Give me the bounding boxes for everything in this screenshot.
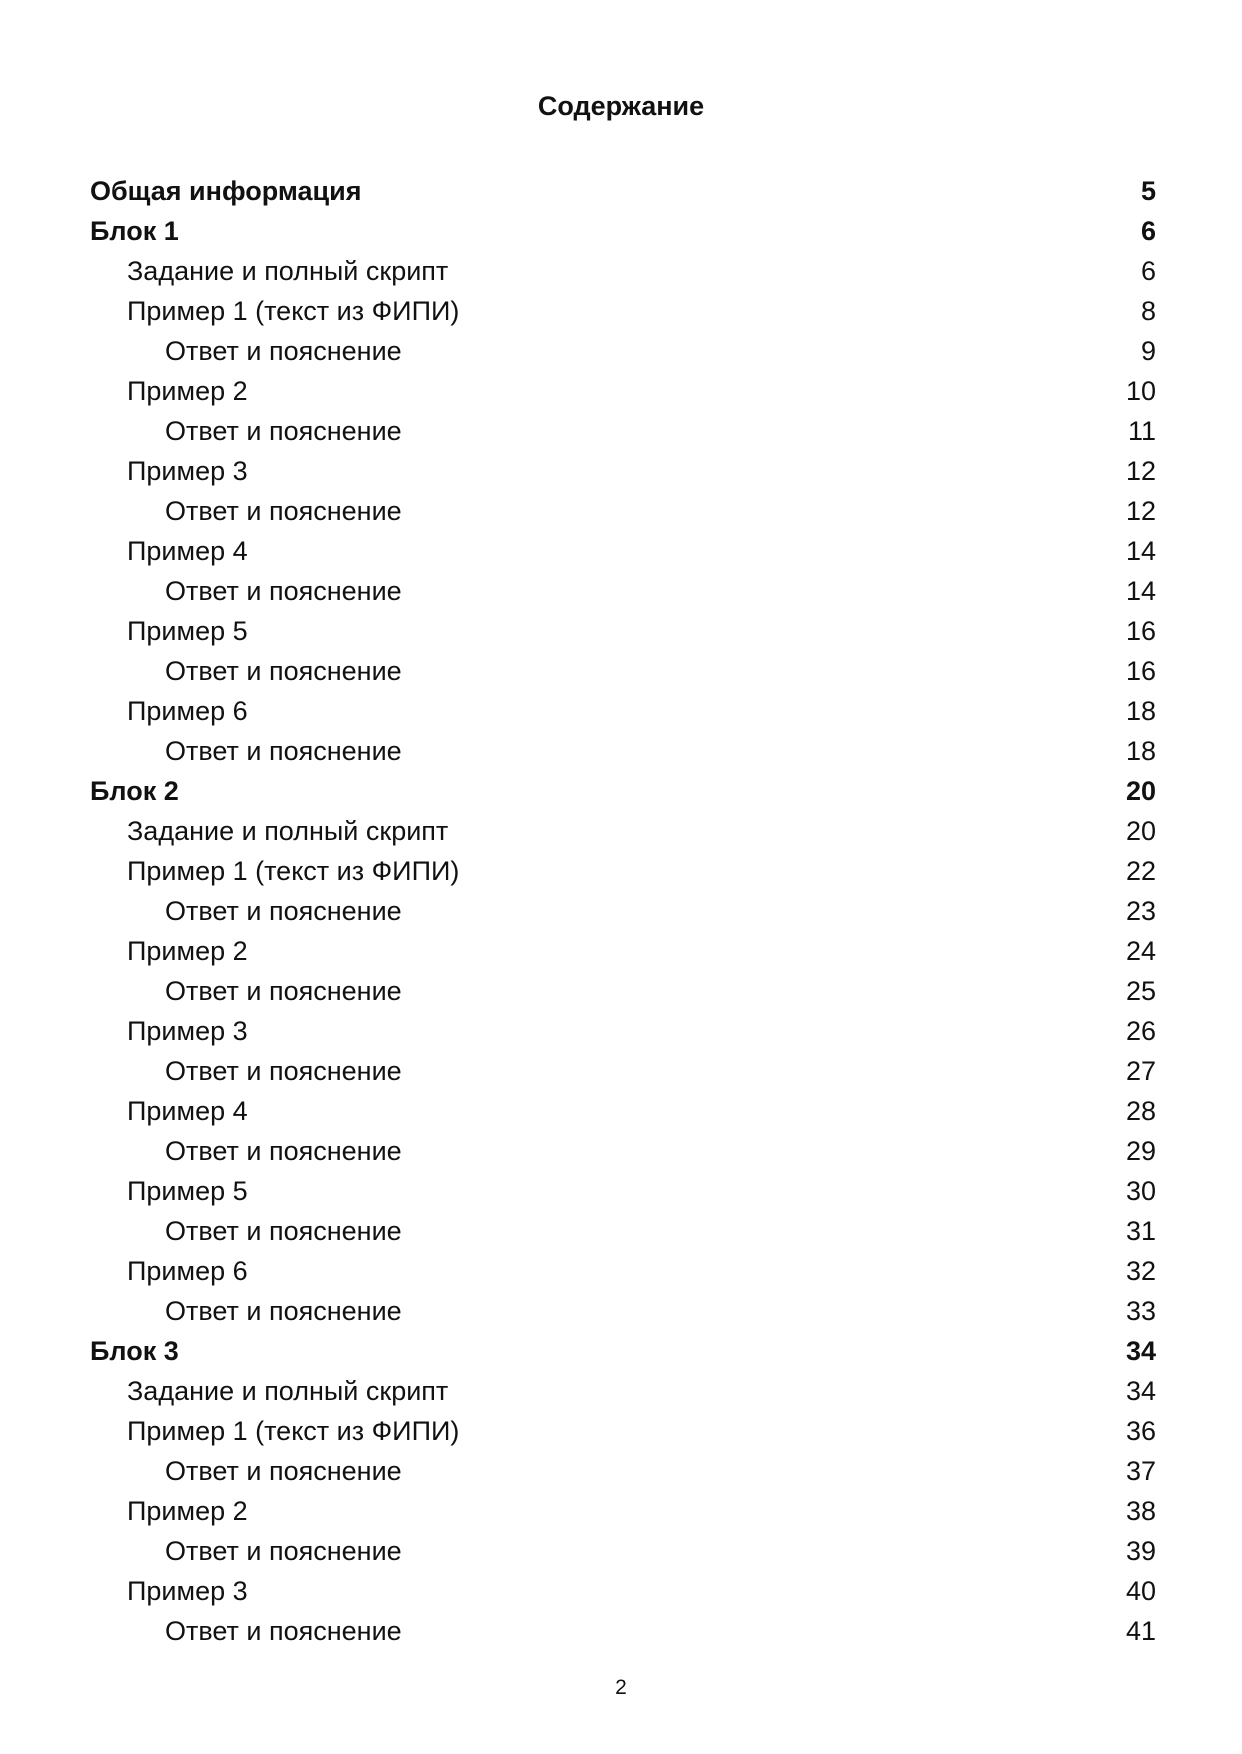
toc-entry-page: 8: [1140, 296, 1156, 326]
toc-entry-label: Пример 1 (текст из ФИПИ): [127, 1416, 460, 1446]
toc-entry-page: 20: [1125, 816, 1156, 846]
toc-entry-label: Блок 3: [90, 1336, 179, 1366]
toc-entry[interactable]: [0, 771, 1242, 811]
toc-entry[interactable]: [0, 1091, 1242, 1131]
toc-entry[interactable]: [0, 1411, 1242, 1451]
toc-entry[interactable]: [0, 971, 1242, 1011]
toc-entry[interactable]: [0, 611, 1242, 651]
toc-entry[interactable]: [0, 931, 1242, 971]
toc-entry[interactable]: [0, 331, 1242, 371]
toc-entry-label: Пример 1 (текст из ФИПИ): [127, 296, 460, 326]
toc-entry-page: 5: [1140, 176, 1156, 206]
toc-entry-label: Ответ и пояснение: [165, 336, 402, 366]
toc-entry-label: Блок 2: [90, 776, 179, 806]
toc-entry[interactable]: [0, 1451, 1242, 1491]
toc-entry-label: Ответ и пояснение: [165, 656, 402, 686]
toc-entry-page: 12: [1125, 496, 1156, 526]
toc-entry-page: 25: [1125, 976, 1156, 1006]
toc-entry-label: Пример 2: [127, 936, 248, 966]
toc-entry[interactable]: [0, 851, 1242, 891]
toc-entry[interactable]: [0, 171, 1242, 211]
toc-entry[interactable]: [0, 731, 1242, 771]
toc-entry[interactable]: [0, 1371, 1242, 1411]
toc-entry[interactable]: [0, 1331, 1242, 1371]
toc-entry-label: Ответ и пояснение: [165, 1056, 402, 1086]
toc-entry[interactable]: [0, 891, 1242, 931]
toc-entry[interactable]: [0, 411, 1242, 451]
toc-entry-page: 18: [1125, 696, 1156, 726]
toc-entry-label: Пример 3: [127, 1576, 248, 1606]
toc-entry[interactable]: [0, 1571, 1242, 1611]
toc-entry-page: 33: [1125, 1296, 1156, 1326]
toc-entry-label: Ответ и пояснение: [165, 1536, 402, 1566]
toc-entry-page: 11: [1127, 416, 1156, 446]
toc-entry-label: Общая информация: [90, 176, 362, 206]
toc-entry[interactable]: [0, 371, 1242, 411]
toc-entry-label: Ответ и пояснение: [165, 1296, 402, 1326]
toc-entry-label: Задание и полный скрипт: [127, 816, 449, 846]
toc-entry-page: 10: [1125, 376, 1156, 406]
toc-entry-label: Ответ и пояснение: [165, 1456, 402, 1486]
toc-entry-label: Ответ и пояснение: [165, 736, 402, 766]
toc-entry-label: Ответ и пояснение: [165, 576, 402, 606]
toc-entry[interactable]: [0, 811, 1242, 851]
toc-entry[interactable]: [0, 491, 1242, 531]
toc-entry-page: 34: [1125, 1336, 1156, 1366]
toc-entry[interactable]: [0, 1291, 1242, 1331]
toc-entry-page: 37: [1125, 1456, 1156, 1486]
toc-entry[interactable]: [0, 1611, 1242, 1651]
toc-entry-label: Ответ и пояснение: [165, 496, 402, 526]
toc-entry-label: Ответ и пояснение: [165, 1616, 402, 1646]
toc-entry-page: 12: [1125, 456, 1156, 486]
toc-entry[interactable]: [0, 1131, 1242, 1171]
toc-entry-page: 14: [1125, 536, 1156, 566]
toc-entry-page: 18: [1125, 736, 1156, 766]
toc-entry-page: 24: [1125, 936, 1156, 966]
toc-entry-label: Блок 1: [90, 216, 179, 246]
toc-entry[interactable]: [0, 1171, 1242, 1211]
toc-entry-page: 34: [1125, 1376, 1156, 1406]
toc-entry-page: 22: [1125, 856, 1156, 886]
toc-entry-page: 20: [1125, 776, 1156, 806]
toc-entry[interactable]: [0, 1251, 1242, 1291]
toc-entry[interactable]: [0, 251, 1242, 291]
toc-entry-label: Пример 5: [127, 1176, 248, 1206]
toc-entry-page: 27: [1125, 1056, 1156, 1086]
toc-entry-page: 30: [1125, 1176, 1156, 1206]
toc-entry-label: Пример 3: [127, 1016, 248, 1046]
toc-entry[interactable]: [0, 691, 1242, 731]
toc-entry[interactable]: [0, 1051, 1242, 1091]
toc-entry[interactable]: [0, 1531, 1242, 1571]
toc-entry[interactable]: [0, 291, 1242, 331]
toc-entry-label: Пример 3: [127, 456, 248, 486]
page-number: 2: [615, 1676, 627, 1699]
toc-entry-label: Ответ и пояснение: [165, 1216, 402, 1246]
toc-entry-page: 14: [1125, 576, 1156, 606]
toc-entry-label: Пример 5: [127, 616, 248, 646]
toc-entry-label: Задание и полный скрипт: [127, 1376, 449, 1406]
toc-entry-label: Ответ и пояснение: [165, 1136, 402, 1166]
toc-entry-label: Пример 4: [127, 1096, 248, 1126]
toc-entry[interactable]: [0, 1011, 1242, 1051]
toc-entry-page: 41: [1125, 1616, 1156, 1646]
toc-entry-page: 9: [1140, 336, 1156, 366]
toc-entry[interactable]: [0, 1491, 1242, 1531]
page-title: Содержание: [537, 91, 705, 121]
toc-entry[interactable]: [0, 651, 1242, 691]
toc-entry[interactable]: [0, 1211, 1242, 1251]
toc-entry-page: 23: [1125, 896, 1156, 926]
toc-entry-label: Пример 2: [127, 1496, 248, 1526]
toc-entry-page: 32: [1125, 1256, 1156, 1286]
toc-entry-page: 6: [1140, 216, 1156, 246]
toc-entry-label: Пример 6: [127, 1256, 248, 1286]
toc-entry-label: Ответ и пояснение: [165, 416, 402, 446]
toc-entry-page: 39: [1125, 1536, 1156, 1566]
toc-entry-page: 16: [1125, 656, 1156, 686]
toc-entry-label: Ответ и пояснение: [165, 976, 402, 1006]
toc-entry-page: 16: [1125, 616, 1156, 646]
toc-entry[interactable]: [0, 451, 1242, 491]
toc-entry-page: 26: [1125, 1016, 1156, 1046]
toc-entry-label: Пример 2: [127, 376, 248, 406]
table-of-contents: [0, 171, 1242, 1651]
toc-entry[interactable]: [0, 531, 1242, 571]
toc-entry-label: Пример 4: [127, 536, 248, 566]
toc-entry[interactable]: [0, 571, 1242, 611]
toc-entry-label: Пример 1 (текст из ФИПИ): [127, 856, 460, 886]
toc-entry-page: 40: [1125, 1576, 1156, 1606]
toc-entry-page: 31: [1125, 1216, 1156, 1246]
toc-entry-label: Ответ и пояснение: [165, 896, 402, 926]
toc-entry-page: 38: [1125, 1496, 1156, 1526]
toc-entry-page: 28: [1125, 1096, 1156, 1126]
toc-entry-label: Пример 6: [127, 696, 248, 726]
toc-entry-page: 6: [1140, 256, 1156, 286]
toc-entry-page: 29: [1125, 1136, 1156, 1166]
toc-entry[interactable]: [0, 211, 1242, 251]
toc-entry-label: Задание и полный скрипт: [127, 256, 449, 286]
toc-entry-page: 36: [1125, 1416, 1156, 1446]
